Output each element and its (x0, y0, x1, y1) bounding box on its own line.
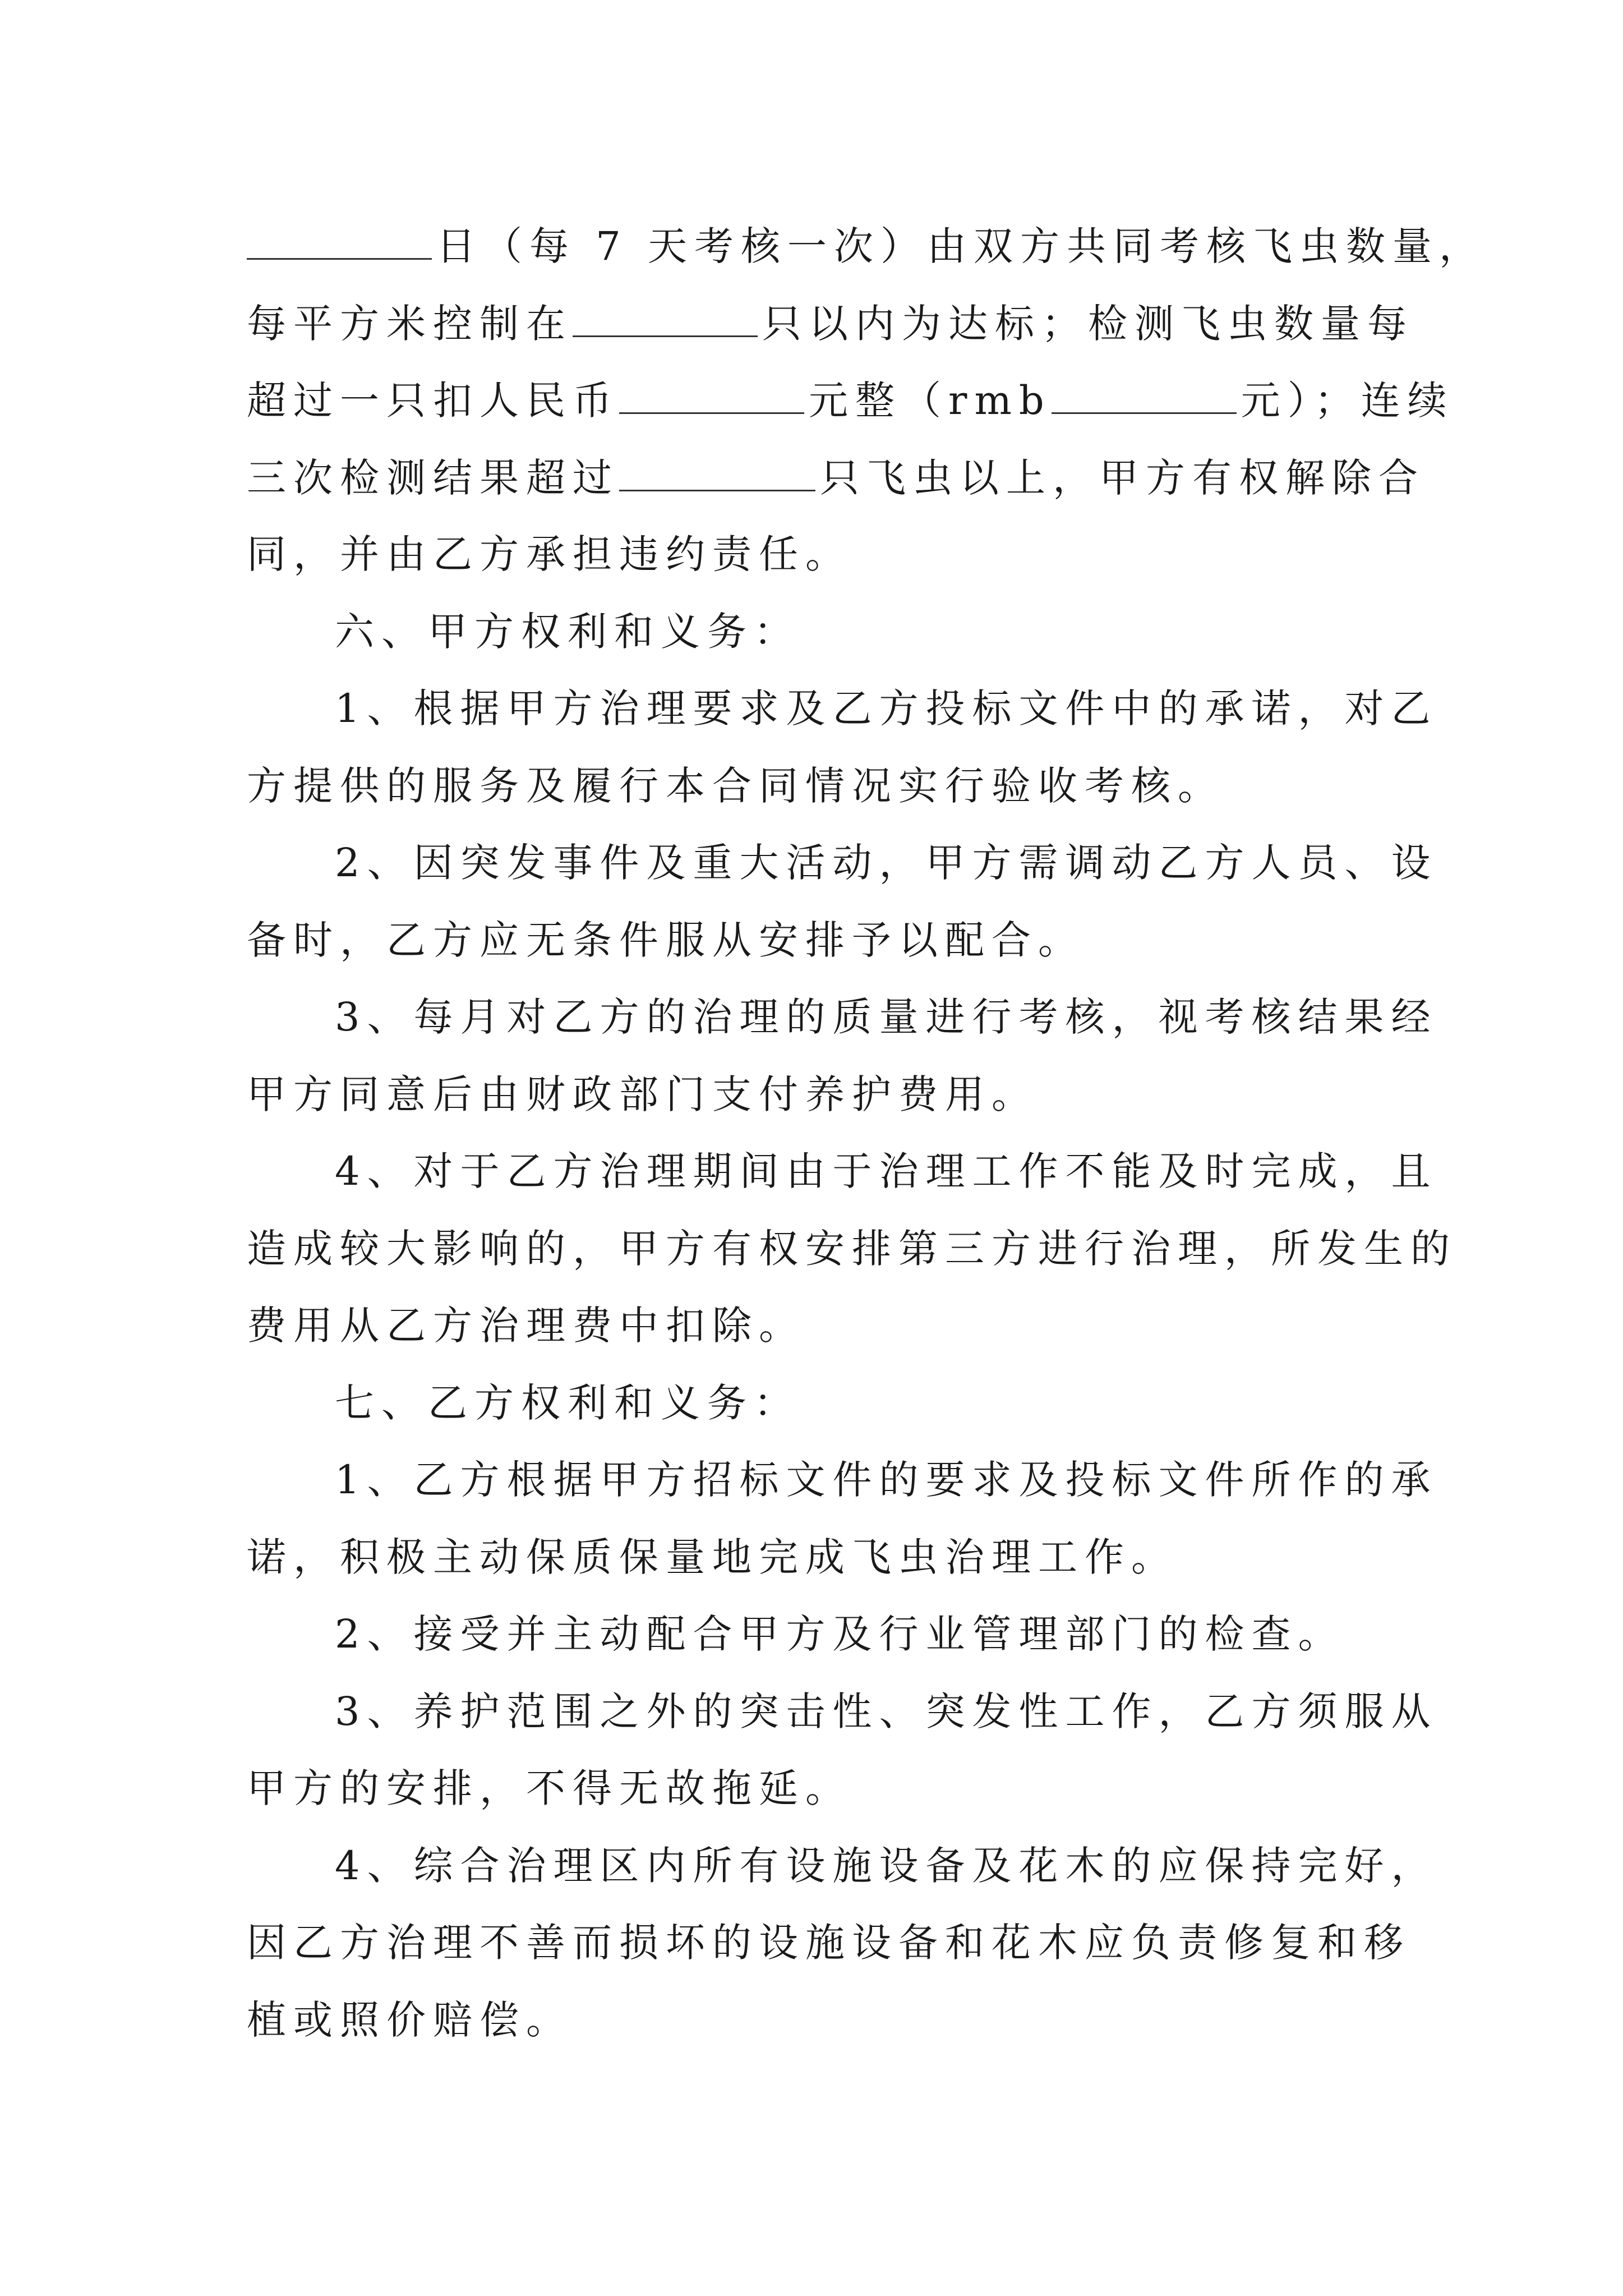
clause-line: 因乙方治理不善而损坏的设施设备和花木应负责修复和移 (247, 1920, 1410, 1966)
clause-line: 2、接受并主动配合甲方及行业管理部门的检查。 (335, 1611, 1345, 1657)
text-segment: 元）；连续 (1241, 378, 1454, 424)
section-heading: 七、乙方权利和义务： (335, 1379, 800, 1426)
text-line (247, 208, 1486, 285)
section-heading: 六、甲方权利和义务： (335, 608, 800, 655)
text-segment: 元整（rmb (809, 378, 1052, 424)
text-segment: 超过一只扣人民币 (247, 378, 619, 424)
clause-line: 3、养护范围之外的突击性、突发性工作，乙方须服从 (335, 1688, 1438, 1734)
clause-line: 费用从乙方治理费中扣除。 (247, 1303, 805, 1349)
clause-line: 造成较大影响的，甲方有权安排第三方进行治理，所发生的 (247, 1225, 1457, 1272)
text-segment: 只飞虫以上，甲方有权解除合 (820, 454, 1425, 501)
text-segment: 日（每 7 天考核一次）由双方共同考核飞虫数量， (436, 223, 1486, 269)
clause-line: 2、因突发事件及重大活动，甲方需调动乙方人员、设 (335, 840, 1438, 886)
text-segment: 三次检测结果超过 (247, 454, 619, 501)
text-segment: 只以内为达标；检测飞虫数量每 (762, 300, 1414, 347)
fill-in-blank (1052, 362, 1237, 414)
fill-in-blank (619, 362, 804, 414)
document-body (247, 208, 1486, 2059)
clause-line: 3、每月对乙方的治理的质量进行考核，视考核结果经 (335, 994, 1438, 1040)
clause-line: 甲方的安排，不得无故拖延。 (247, 1765, 852, 1811)
text-line: 同，并由乙方承担违约责任。 (247, 531, 852, 577)
clause-line: 甲方同意后由财政部门支付养护费用。 (247, 1071, 1038, 1117)
clause-line: 4、对于乙方治理期间由于治理工作不能及时完成，且 (335, 1148, 1438, 1194)
fill-in-blank (247, 208, 432, 260)
clause-line: 诺，积极主动保质保量地完成飞虫治理工作。 (247, 1534, 1178, 1580)
clause-line: 1、根据甲方治理要求及乙方投标文件中的承诺，对乙 (335, 685, 1438, 731)
clause-line: 1、乙方根据甲方招标文件的要求及投标文件所作的承 (335, 1457, 1438, 1503)
text-line (247, 439, 1425, 517)
clause-line: 备时，乙方应无条件服从安排予以配合。 (247, 917, 1085, 963)
text-line (247, 285, 1414, 362)
text-segment: 每平方米控制在 (247, 300, 573, 347)
clause-line: 4、综合治理区内所有设施设备及花木的应保持完好， (335, 1842, 1438, 1889)
clause-line: 方提供的服务及履行本合同情况实行验收考核。 (247, 762, 1224, 809)
text-line (247, 362, 1454, 439)
fill-in-blank (573, 285, 758, 337)
fill-in-blank (619, 439, 815, 491)
clause-line: 植或照价赔偿。 (247, 1996, 573, 2043)
